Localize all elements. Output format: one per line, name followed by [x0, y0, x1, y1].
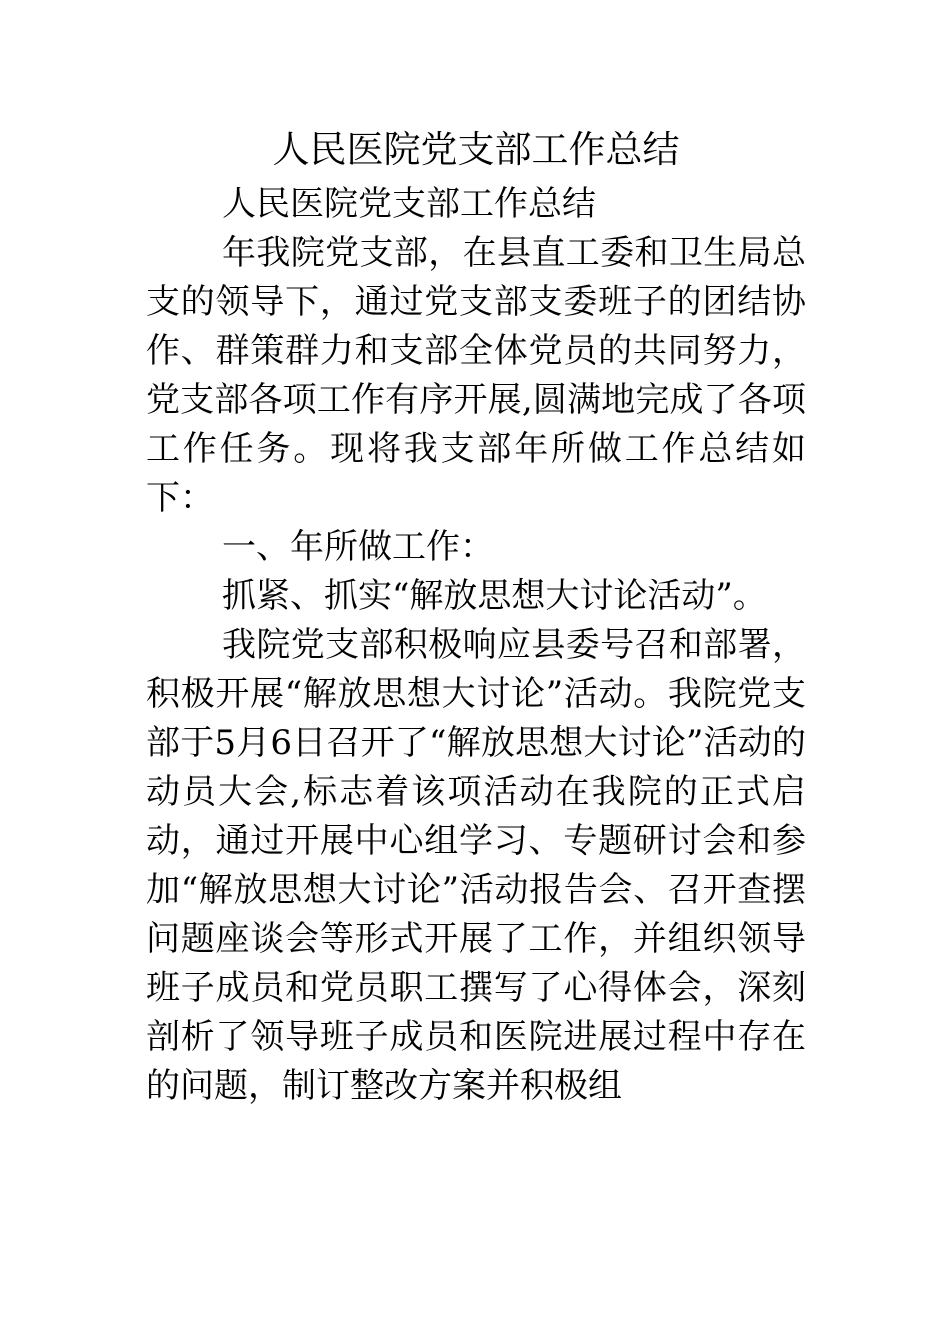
document-title: 人民医院党支部工作总结	[272, 128, 680, 171]
section-heading: 一、年所做工作：	[222, 527, 494, 567]
document-body	[146, 180, 806, 1111]
subsection-heading: 抓紧、抓实“解放思想大讨论活动”。	[222, 576, 767, 616]
paragraph-subtitle: 人民医院党支部工作总结	[222, 184, 596, 224]
paragraph-body: 我院党支部积极响应县委号召和部署，积极开展“解放思想大讨论”活动。我院党支部于5月6日召开了“解放思想大讨论”活动的动员大会,标志着该项活动在我院的正式启动，通过开展中心组学习、专题研讨会和参加“解放思想大讨论”活动报告会、召开查摆问题座谈会等形式开展了工作，并组织领导班子成员和党员职工撰写了心得体会，深刻剖析了领导班子成员和医院进展过程中存在的问题，制订整改方案并积极组	[146, 625, 806, 1106]
paragraph-intro: 年我院党支部，在县直工委和卫生局总支的领导下，通过党支部支委班子的团结协作、群策群力和支部全体党员的共同努力，党支部各项工作有序开展,圆满地完成了各项工作任务。现将我支部年所做工作总结如下：	[146, 233, 806, 518]
